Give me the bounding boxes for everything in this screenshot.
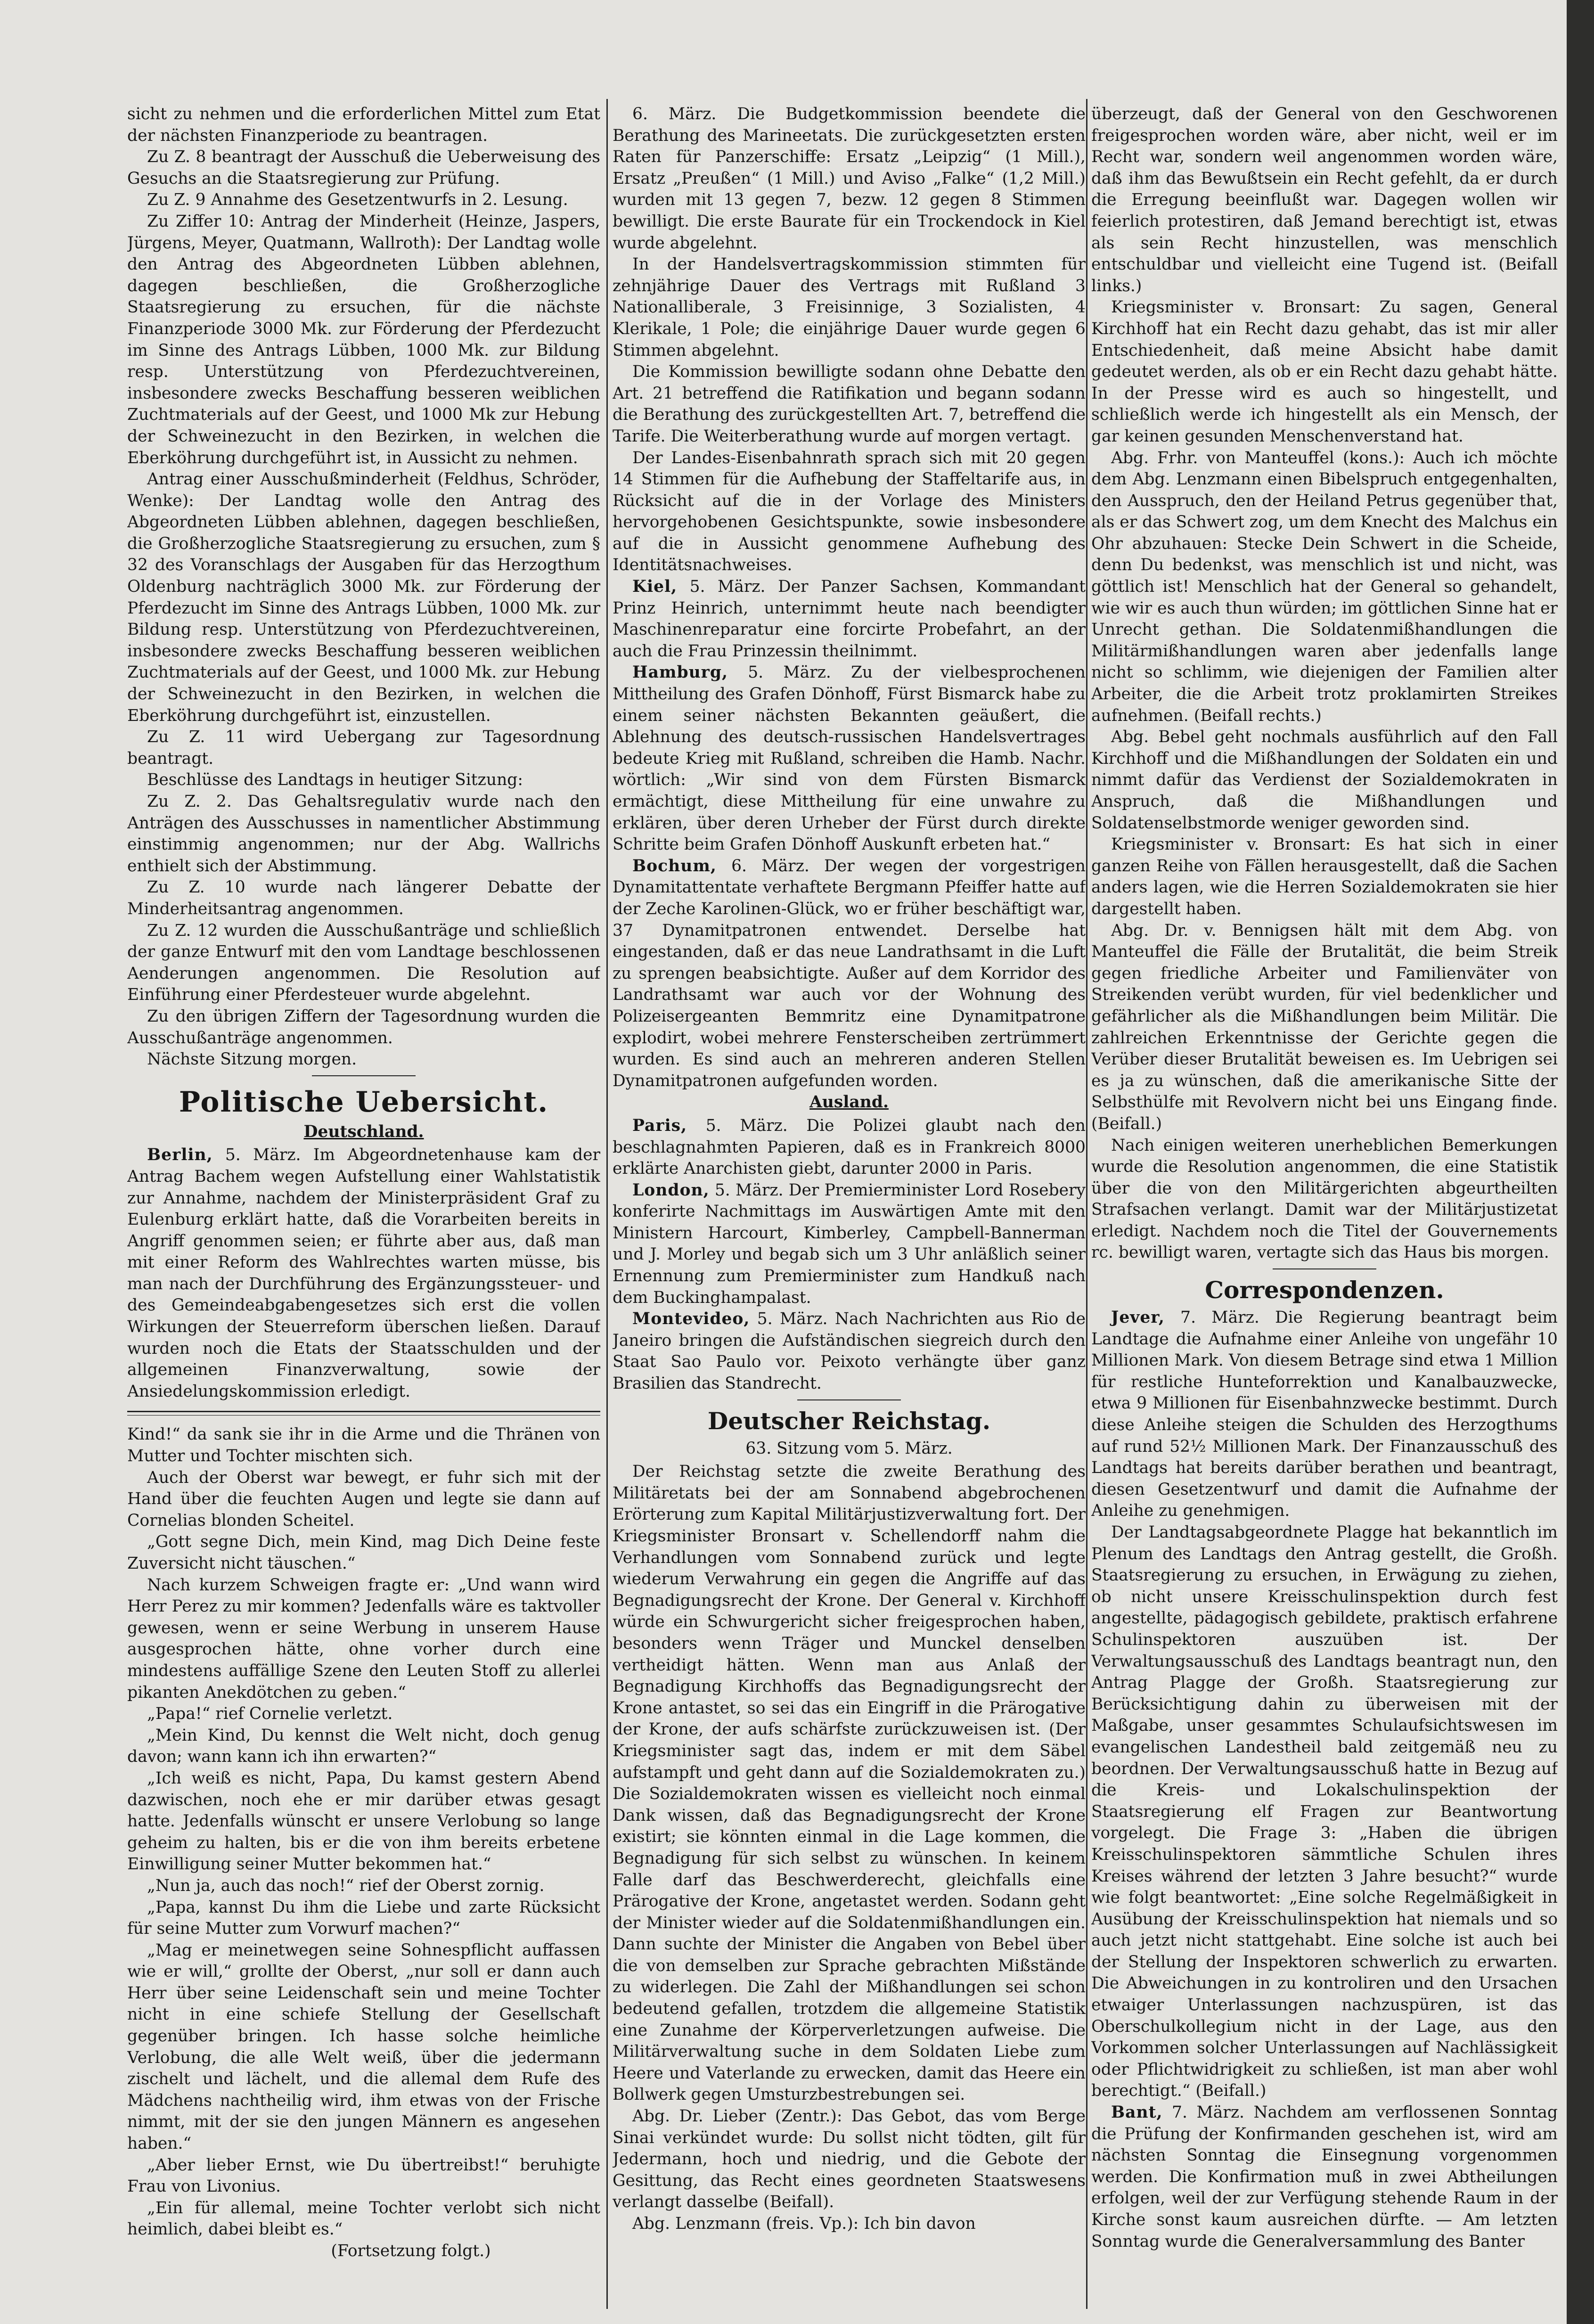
feuilleton-paragraph: „Aber lieber Ernst, wie Du übertreibst!“ beruhigte Frau von Livonius. [127, 2155, 600, 2196]
feuilleton-paragraph: „Mein Kind, Du kennst die Welt nicht, doch genug davon; wann kann ich ihn erwarten?“ [127, 1726, 600, 1767]
paragraph: Zu Z. 11 wird Uebergang zur Tagesordnung beantragt. [127, 728, 600, 768]
dateline: Berlin, [147, 1146, 213, 1165]
news-item: Bant, 7. März. Nachdem am verflossenen Sonntag die Prüfung der Konfirmanden geschehen ist, wird am nächsten Sonntag die Einsegnung vorgenommen werden. Die Konfirmation muß in zwei Abtheilungen erfolgen, weil der zur Verfügung stehende Raum in der Kirche sonst kaum ausreichen dürfte. — Am letzten Sonntag wurde die Generalversammlung des Banter [1091, 2103, 1558, 2251]
paragraph: Der Landes-Eisenbahnrath sprach sich mit 20 gegen 14 Stimmen für die Aufhebung der Staffeltarife aus, in Rücksicht auf die in der Vorlage des Ministers hervorgehobenen Gesichtspunkte, sowie insbesondere auf die in Aussicht genommene Aufhebung des Identitätsnachweises. [613, 448, 1086, 575]
news-item: London, 5. März. Der Premierminister Lord Rosebery konferirte Nachmittags im Auswärtigen Amte mit den Ministern Harcourt, Kimberley, Campbell-Bannerman und J. Morley und begab sich um 3 Uhr anläßlich seiner Ernennung zum Premierminister zum Handkuß nach dem Buckinghampalast. [613, 1180, 1086, 1307]
dateline: Paris, [632, 1116, 687, 1135]
dateline: Jever, [1111, 1308, 1165, 1327]
paragraph: Zu Z. 2. Das Gehaltsregulativ wurde nach den Anträgen des Ausschusses in namentlicher Abstimmung einstimmig angenommen; nur der Abg. Wallrichs enthielt sich der Abstimmung. [127, 792, 600, 876]
column-rule [606, 99, 608, 2309]
feuilleton-paragraph: Auch der Oberst war bewegt, er fuhr sich mit der Hand über die feuchten Augen und legte sie dann auf Cornelias blonden Scheitel. [127, 1468, 600, 1530]
paragraph: Zu Ziffer 10: Antrag der Minderheit (Heinze, Jaspers, Jürgens, Meyer, Quatmann, Wallroth): Der Landtag wolle den Antrag des Abgeordneten Lübben ablehnen, dagegen beschließen, die Großherzogliche Staatsregierung zu ersuchen, für die nächste Finanzperiode 3000 Mk. zur Förderung der Pferdezucht im Sinne des Antrags Lübben, 1000 Mk. zur Bildung resp. Unterstützung von Pferdezuchtvereinen, insbesondere zwecks Beschaffung besseren weiblichen Zuchtmaterials auf der Geest, und 1000 Mk zur Hebung der Schweinezucht in den Bezirken, in welchen die Eberköhrung durchgeführt ist, in Aussicht zu nehmen. [127, 212, 600, 467]
paragraph: Nächste Sitzung morgen. [147, 1050, 357, 1069]
paragraph: sicht zu nehmen und die erforderlichen Mittel zum Etat der nächsten Finanzperiode zu beantragen. [127, 105, 600, 145]
dateline: Bant, [1111, 2103, 1163, 2122]
dateline: Bochum, [632, 856, 717, 876]
feuilleton-paragraph: Kind!“ da sank sie ihr in die Arme und die Thränen von Mutter und Tochter mischten sich. [127, 1425, 600, 1466]
feuilleton-divider [127, 1411, 600, 1416]
paragraph: 6. März. Die Budgetkommission beendete die Berathung des Marineetats. Die zurückgesetzten ersten Raten für Panzerschiffe: Ersatz „Leipzig“ (1 Mill.), Ersatz „Preußen“ (1 Mill.) und Aviso „Falke“ (1,2 Mill.) wurden mit 13 gegen 7, bezw. 12 gegen 8 Stimmen bewilligt. Die erste Baurate für ein Trockendock in Kiel wurde abgelehnt. [613, 105, 1086, 253]
dateline: Hamburg, [632, 663, 728, 682]
feuilleton-paragraph: „Ich weiß es nicht, Papa, Du kamst gestern Abend dazwischen, noch ehe er mir darüber etwas gesagt hatte. Jedenfalls wünscht er unsere Verlobung so lange geheim zu halten, bis er die von ihm bereits erbetene Einwilligung seiner Mutter bekommen hat.“ [127, 1768, 600, 1874]
feuilleton-paragraph: „Nun ja, auch das noch!“ rief der Oberst zornig. [147, 1876, 545, 1895]
column-rule [1086, 99, 1087, 2309]
column-middle [613, 104, 1086, 2309]
news-item: Berlin, 5. März. Im Abgeordnetenhause kam der Antrag Bachem wegen Aufstellung einer Wahlstatistik zur Annahme, nachdem der Ministerpräsident Graf zu Eulenburg erklärt hatte, daß die Vorarbeiten bereits in Angriff genommen seien; er führte aber aus, daß man mit einer Reform des Wahlrechtes warten müsse, bis man nach der Durchführung des Ergänzungssteuer- und des Gemeindeabgabengesetzes sich erst die vollen Wirkungen der Steuerreform überschen ließen. Darauf wurden noch die Etats der Staatsschulden und der allgemeinen Finanzverwaltung, sowie der Ansiedelungskommission erledigt. [127, 1146, 600, 1401]
paragraph: Der Landtagsabgeordnete Plagge hat bekanntlich im Plenum des Landtags den Antrag gestellt, die Großh. Staatsregierung zu ersuchen, in Erwägung zu ziehen, ob nicht unsere Kreisschulinspektion durch fest angestellte, pädagogisch gebildete, praktisch erfahrene Schulinspektoren auszuüben ist. Der Verwaltungsausschuß des Landtags beantragt nun, den Antrag Plagge der Großh. Staatsregierung zur Berücksichtigung dahin zu überweisen mit der Maßgabe, unser gesammtes Schulaufsichtswesen im evangelischen Landestheil bald zeitgemäß neu zu beordnen. Der Verwaltungsausschuß hatte in Bezug auf die Kreis- und Lokalschulinspektion der Staatsregierung elf Fragen zur Beantwortung vorgelegt. Die Frage 3: „Haben die übrigen Kreisschulinspektoren sämmtliche Schulen ihres Kreises während der letzten 3 Jahre besucht?“ wurde wie folgt beantwortet: „Eine solche Regelmäßigkeit in Ausübung der Kreisschulinspektion hat niemals und so auch jetzt nicht stattgehabt. Eine solche ist auch bei der Stellung der Inspektoren schwerlich zu erwarten. Die Abweichungen in zu kontroliren und den Ursachen etwaiger Unterlassungen nachzuspüren, ist das Oberschulkollegium nicht in der Lage, aus den Vorkommen solcher Unterlassungen auf Nachlässigkeit oder Pflichtwidrigkeit zu schließen, ist man aber wohl berechtigt.“ (Beifall.) [1091, 1523, 1558, 2101]
paragraph: Abg. Bebel geht nochmals ausführlich auf den Fall Kirchhoff und die Mißhandlungen der Soldaten ein und nimmt dafür das Verdienst der Sozialdemokraten in Anspruch, daß die Mißhandlungen und Soldatenselbstmorde weniger geworden sind. [1091, 728, 1558, 833]
session-line: 63. Sitzung vom 5. März. [745, 1439, 953, 1458]
paragraph: In der Handelsvertragskommission stimmten für zehnjährige Dauer des Vertrags mit Rußland 3 Nationalliberale, 3 Freisinnige, 3 Sozialisten, 4 Klerikale, 1 Pole; die einjährige Dauer wurde gegen 6 Stimmen abgelehnt. [613, 255, 1086, 360]
dateline: London, [632, 1180, 710, 1200]
section-heading: Politische Uebersicht. [179, 1085, 549, 1119]
paragraph: Antrag einer Ausschußminderheit (Feldhus, Schröder, Wenke): Der Landtag wolle den Antrag des Abgeordneten Lübben ablehnen, dagegen beschließen, die Großherzogliche Staatsregierung zu ersuchen, zum § 32 des Voranschlags der Ausgaben für das Herzogthum Oldenburg nachträglich 3000 Mk. zur Förderung der Pferdezucht im Sinne des Antrags Lübben, 1000 Mk. zur Bildung resp. Unterstützung von Pferdezuchtvereinen, insbesondere zwecks Beschaffung besseren weiblichen Zuchtmaterials auf der Geest, und 1000 Mk. zur Hebung der Schweinezucht in den Bezirken, in welchen die Eberköhrung durchgeführt ist, einzustellen. [127, 470, 600, 725]
paragraph: Kriegsminister v. Bronsart: Es hat sich in einer ganzen Reihe von Fällen herausgestellt, daß die Sachen anders lagen, wie die Herren Sozialdemokraten sie hier dargestellt haben. [1091, 835, 1558, 918]
column-left [127, 104, 600, 2309]
paragraph: Die Kommission bewilligte sodann ohne Debatte den Art. 21 betreffend die Ratifikation und begann sodann die Berathung des zurückgestellten Art. 7, betreffend die Tarife. Die Weiterberathung wurde auf morgen vertagt. [613, 362, 1086, 446]
divider [312, 1075, 416, 1076]
dateline: Montevideo, [632, 1309, 750, 1329]
feuilleton-paragraph: „Ein für allemal, meine Tochter verlobt sich nicht heimlich, dabei bleibt es.“ [127, 2198, 600, 2239]
news-item: Jever, 7. März. Die Regierung beantragt beim Landtage die Aufnahme einer Anleihe von ungefähr 10 Millionen Mark. Von diesem Betrage sind etwa 1 Million für restliche Hunteforrektion und Kanalbauzwecke, etwa 9 Millionen für Eisenbahnzwecke bestimmt. Durch diese Anleihe steigen die Schulden des Herzogthums auf rund 52½ Millionen Mark. Der Finanzausschuß des Landtags hat bereits darüber berathen und beantragt, diesen Gesetzentwurf und damit die Aufnahme der Anleihe zu genehmigen. [1091, 1308, 1558, 1521]
paragraph: Beschlüsse des Landtags in heutiger Sitzung: [147, 770, 523, 790]
feuilleton-paragraph: „Gott segne Dich, mein Kind, mag Dich Deine feste Zuversicht nicht täuschen.“ [127, 1532, 600, 1573]
paragraph: Kriegsminister v. Bronsart: Zu sagen, General Kirchhoff hat ein Recht dazu gehabt, das ist mir aller Entschiedenheit, daß meine Absicht habe damit gedeutet werden, als ob er ein Recht dazu gehabt hätte. In der Presse wird es auch so hingestellt, und schließlich werde ich hingestellt als ein Mensch, der gar keinen gesunden Menschenverstand hat. [1091, 298, 1558, 446]
paragraph: Abg. Frhr. von Manteuffel (kons.): Auch ich möchte dem Abg. Lenzmann einen Bibelspruch entgegenhalten, den Ausspruch, den der Heiland Petrus gegenüber that, als er das Schwert zog, um dem Knecht des Malchus ein Ohr abzuhauen: Stecke Dein Schwert in die Scheide, denn Du bedenkst, was menschlich ist und nicht, was göttlich ist! Menschlich hat der General so gehandelt, wie wir es auch thun würden; im göttlichen Sinne hat er Unrecht gethan. Die Soldatenmißhandlungen die Militärmißhandlungen waren aber jedenfalls lange nicht so schlimm, wie diejenigen der Familien alter Arbeiter, die die Arbeit trotz proklamirten Streikes aufnehmen. (Beifall rechts.) [1091, 448, 1558, 725]
paragraph: Zu Z. 10 wurde nach längerer Debatte der Minderheitsantrag angenommen. [127, 878, 600, 918]
paragraph: Zu Z. 12 wurden die Ausschußanträge und schließlich der ganze Entwurf mit den vom Landtage beschlossenen Aenderungen angenommen. Die Resolution auf Einführung einer Pferdesteuer wurde abgelehnt. [127, 921, 600, 1005]
paragraph: Abg. Lenzmann (freis. Vp.): Ich bin davon [632, 2214, 976, 2233]
news-item: Kiel, 5. März. Der Panzer Sachsen, Kommandant Prinz Heinrich, unternimmt heute nach beendigter Maschinenreparatur eine forcirte Probefahrt, an der auch die Frau Prinzessin theilnimmt. [613, 577, 1086, 661]
subsection-heading: Deutschland. [303, 1122, 424, 1141]
continuation-note: (Fortsetzung folgt.) [331, 2242, 491, 2260]
section-heading: Correspondenzen. [1205, 1276, 1444, 1304]
paragraph: Abg. Dr. Lieber (Zentr.): Das Gebot, das vom Berge Sinai verkündet wurde: Du sollst nicht tödten, gilt für Jedermann, hoch und niedrig, und die Gebote der Gesittung, das Recht eines geordneten Staatswesens verlangt dasselbe (Beifall). [613, 2107, 1086, 2212]
section-heading: Deutscher Reichstag. [707, 1407, 991, 1435]
paragraph: Nach einigen weiteren unerheblichen Bemerkungen wurde die Resolution angenommen, die eine Statistik über die von den Militärgerichten abgeurtheilten Strafsachen verlangt. Damit war der Militärjustizetat erledigt. Nachdem noch die Titel der Gouvernements rc. bewilligt waren, vertagte sich das Haus bis morgen. [1091, 1136, 1558, 1262]
feuilleton-paragraph: Nach kurzem Schweigen fragte er: „Und wann wird Herr Perez zu mir kommen? Jedenfalls wäre es taktvoller gewesen, wenn er seine Werbung in unserem Hause ausgesprochen hätte, ohne vorher durch eine mindestens auffällige Szene den Leuten Stoff zu allerlei pikanten Anekdötchen zu geben.“ [127, 1575, 600, 1702]
news-item: Hamburg, 5. März. Zu der vielbesprochenen Mittheilung des Grafen Dönhoff, Fürst Bismarck habe zu einem seiner nächsten Bekannten geäußert, die Ablehnung des deutsch-russischen Handelsvertrages bedeute Krieg mit Rußland, schreiben die Hamb. Nachr. wörtlich: „Wir sind von dem Fürsten Bismarck ermächtigt, diese Mittheilung für eine unwahre zu erklären, über deren Urheber der Fürst durch direkte Schritte beim Grafen Dönhoff Auskunft erbeten hat.“ [613, 663, 1086, 854]
subsection-heading: Ausland. [809, 1093, 889, 1112]
paragraph: Zu den übrigen Ziffern der Tagesordnung wurden die Ausschußanträge angenommen. [127, 1007, 600, 1047]
news-item: Bochum, 6. März. Der wegen der vorgestrigen Dynamitattentate verhaftete Bergmann Pfeiffer hatte auf der Zeche Karolinen-Glück, wo er früher beschäftigt war, 37 Dynamitpatronen entwendet. Derselbe hat eingestanden, daß er das neue Landrathsamt in die Luft zu sprengen beabsichtigte. Außer auf dem Korridor des Landrathsamt war auch vor der Wohnung des Polizeisergeanten Bemmritz eine Dynamitpatrone explodirt, wobei mehrere Fensterscheiben zertrümmert wurden. Es sind auch an mehreren anderen Stellen Dynamitpatronen aufgefunden worden. [613, 856, 1086, 1090]
feuilleton-paragraph: „Papa!“ rief Cornelie verletzt. [147, 1704, 393, 1724]
divider [797, 1399, 901, 1400]
feuilleton-paragraph: „Mag er meinetwegen seine Sohnespflicht auffassen wie er will,“ grollte der Oberst, „nur soll er dann auch Herr über seine Leidenschaft sein und meine Tochter nicht in eine schiefe Stellung der Gesellschaft gegenüber bringen. Ich hasse solche heimliche Verlobung, die alle Welt weiß, über die jedermann zischelt und lächelt, und die allemal dem Rufe des Mädchens nachtheilig wird, ihm etwas von der Frische nimmt, mit der sie den jungen Männern es angesehen haben.“ [127, 1940, 600, 2153]
page-edge [1567, 0, 1594, 2324]
news-item: Paris, 5. März. Die Polizei glaubt nach den beschlagnahmten Papieren, daß es in Frankreich 8000 erklärte Anarchisten giebt, darunter 2000 in Paris. [613, 1116, 1086, 1178]
paragraph: Zu Z. 8 beantragt der Ausschuß die Ueberweisung des Gesuchs an die Staatsregierung zur Prüfung. [127, 147, 600, 188]
paragraph: Abg. Dr. v. Bennigsen hält mit dem Abg. von Manteuffel die Fälle der Brutalität, die beim Streik gegen friedliche Arbeiter und Familienväter von Streikenden verübt wurden, für viel bedenklicher und gefährlicher als die Mißhandlungen beim Militär. Die zahlreichen Erkenntnisse der Gerichte gegen die Verüber dieser Brutalität beweisen es. Im Uebrigen sei es ja zu wünschen, daß die amerikanische Sitte der Selbsthülfe mit Revolvern nicht bei uns Eingang finde. (Beifall.) [1091, 921, 1558, 1133]
paragraph: Zu Z. 9 Annahme des Gesetzentwurfs in 2. Lesung. [147, 190, 568, 210]
news-item: Montevideo, 5. März. Nach Nachrichten aus Rio de Janeiro bringen die Aufständischen siegreich durch den Staat Sao Paulo vor. Peixoto verhängte über ganz Brasilien das Standrecht. [613, 1309, 1086, 1393]
column-right [1091, 104, 1558, 2309]
dateline: Kiel, [632, 577, 678, 597]
divider [1273, 1268, 1376, 1269]
feuilleton-paragraph: „Papa, kannst Du ihm die Liebe und zarte Rücksicht für seine Mutter zum Vorwurf machen?“ [127, 1898, 600, 1939]
paragraph: überzeugt, daß der General von den Geschworenen freigesprochen worden wäre, aber nicht, weil er im Recht war, sondern weil angenommen worden wäre, daß ihm das Bewußtsein ein Recht gefehlt, da er durch die Erregung beeinflußt war. Dagegen wollen wir feierlich protestiren, daß Jemand berechtigt ist, etwas als sein Recht hinzustellen, was menschlich entschuldbar und vielleicht eine Tugend ist. (Beifall links.) [1091, 105, 1558, 295]
paragraph: Der Reichstag setzte die zweite Berathung des Militäretats bei der am Sonnabend abgebrochenen Erörterung zum Kapital Militärjustizverwaltung fort. Der Kriegsminister Bronsart v. Schellendorff nahm die Verhandlungen vom Sonnabend zurück und legte wiederum Verwahrung ein gegen die Angriffe auf das Begnadigungsrecht der Krone. Der General v. Kirchhoff würde ein Schwurgericht sicher freigesprochen haben, besonders wenn Träger und Munckel denselben vertheidigt hätten. Wenn man aus Anlaß der Begnadigung Kirchhoffs das Begnadigungsrecht der Krone antastet, so sei das ein Eingriff in die Prärogative der Krone, der aufs schärfste zurückzuweisen ist. (Der Kriegsminister sagt das, indem er mit dem Säbel aufstampft und geht dann auf die Sozialdemokraten zu.) Die Sozialdemokraten wissen es vielleicht noch einmal Dank wissen, daß das Begnadigungsrecht der Krone existirt; sie könnten einmal in die Lage kommen, die Begnadigung für sich selbst zu wünschen. In keinem Falle darf das Beschwerderecht, gleichfalls eine Prärogative der Krone, angetastet werden. Sodann geht der Minister wieder auf die Soldatenmißhandlungen ein. Dann suchte der Minister die Angaben von Bebel über die von demselben zur Sprache gebrachten Mißstände zu widerlegen. Die Zahl der Mißhandlungen sei schon bedeutend gefallen, trotzdem die allgemeine Statistik eine Zunahme der Körperverletzungen aufweise. Die Militärverwaltung suche in dem Soldaten Liebe zum Heere und Vaterlande zu erwecken, damit das Heere ein Bollwerk gegen Umsturzbestrebungen sei. [613, 1462, 1086, 2104]
